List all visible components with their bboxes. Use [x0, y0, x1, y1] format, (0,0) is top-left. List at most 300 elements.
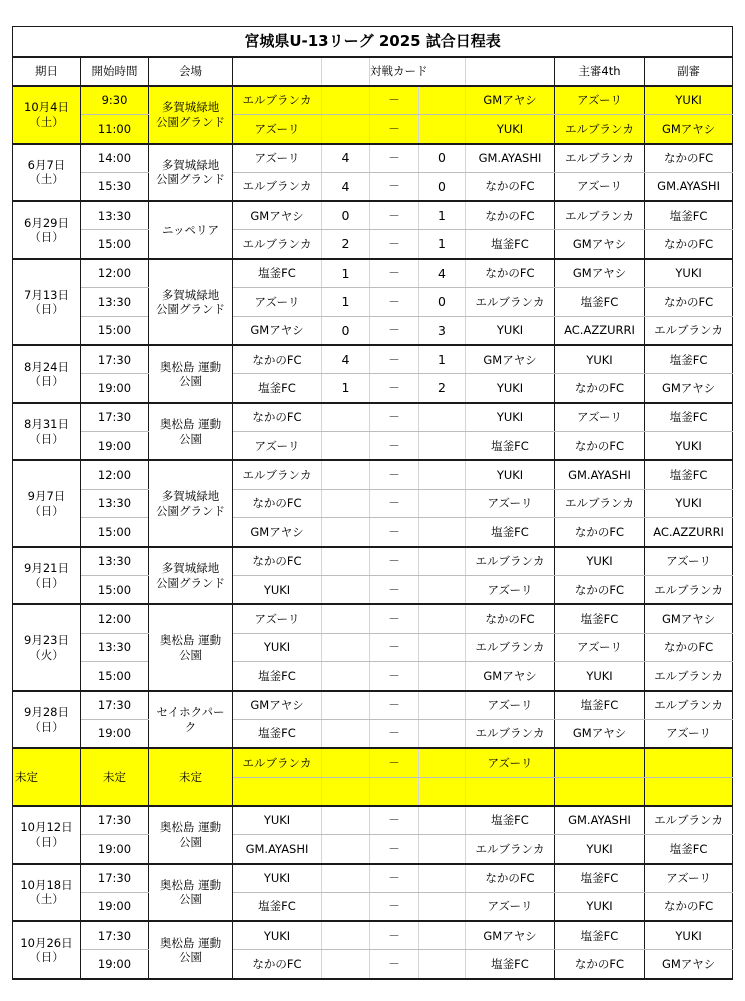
venue-line: 公園グランド — [156, 114, 225, 129]
home-team: アズーリ — [233, 115, 322, 144]
referee-team: なかのFC — [555, 432, 645, 461]
match-date — [13, 691, 81, 749]
date-text: 10月12日 — [20, 820, 73, 835]
venue-name — [149, 547, 233, 605]
date-text: 10月4日 — [24, 100, 69, 115]
away-team: YUKI — [466, 460, 555, 489]
assistant-team: GMアヤシ — [645, 115, 733, 144]
referee-team: YUKI — [555, 662, 645, 691]
referee-team: YUKI — [555, 345, 645, 374]
assistant-team: YUKI — [645, 86, 733, 115]
away-score — [419, 633, 466, 662]
venue-name — [149, 691, 233, 749]
start-time: 13:30 — [81, 288, 149, 317]
weekday-text: （日） — [29, 834, 64, 849]
header-card: 対戦カード — [370, 57, 466, 86]
venue-line: 公園 — [179, 892, 202, 907]
referee-team: なかのFC — [555, 576, 645, 605]
venue-name — [149, 460, 233, 546]
score-dash: － — [370, 86, 419, 115]
assistant-team: GMアヤシ — [645, 374, 733, 403]
home-team: エルブランカ — [233, 230, 322, 259]
away-score: 0 — [419, 172, 466, 201]
assistant-team: 塩釜FC — [645, 403, 733, 432]
away-team: GMアヤシ — [466, 345, 555, 374]
score-dash — [370, 777, 419, 806]
venue-name — [149, 144, 233, 202]
away-score — [419, 835, 466, 864]
match-date — [13, 201, 81, 259]
match-date — [13, 547, 81, 605]
referee-team: 塩釜FC — [555, 604, 645, 633]
header-card-spacer — [322, 57, 370, 86]
away-score — [419, 604, 466, 633]
start-time: 13:30 — [81, 201, 149, 230]
venue-name — [149, 403, 233, 461]
venue-line: 公園 — [179, 431, 202, 446]
start-time: 14:00 — [81, 144, 149, 173]
match-row — [13, 547, 733, 576]
referee-team: YUKI — [555, 835, 645, 864]
header-referee: 主審4th — [555, 57, 645, 86]
home-score — [322, 921, 370, 950]
match-row — [13, 403, 733, 432]
referee-team: GMアヤシ — [555, 230, 645, 259]
score-dash: － — [370, 259, 419, 288]
home-score: 1 — [322, 374, 370, 403]
away-team: GM.AYASHI — [466, 144, 555, 173]
start-time: 15:30 — [81, 172, 149, 201]
away-team: エルブランカ — [466, 720, 555, 749]
home-team: アズーリ — [233, 604, 322, 633]
away-score — [419, 115, 466, 144]
home-score: 0 — [322, 316, 370, 345]
away-team: GMアヤシ — [466, 662, 555, 691]
referee-team: なかのFC — [555, 518, 645, 547]
away-score: 0 — [419, 288, 466, 317]
referee-team: なかのFC — [555, 374, 645, 403]
start-time: 19:00 — [81, 720, 149, 749]
assistant-team: エルブランカ — [645, 662, 733, 691]
score-dash: － — [370, 691, 419, 720]
assistant-team: AC.AZZURRI — [645, 518, 733, 547]
away-score — [419, 720, 466, 749]
away-team: なかのFC — [466, 604, 555, 633]
start-time: 19:00 — [81, 950, 149, 979]
away-team: エルブランカ — [466, 288, 555, 317]
referee-team: エルブランカ — [555, 144, 645, 173]
away-team: 塩釜FC — [466, 806, 555, 835]
match-row — [13, 288, 733, 317]
date-text: 10月18日 — [20, 877, 73, 892]
venue-line: 公園グランド — [156, 503, 225, 518]
assistant-team: 塩釜FC — [645, 835, 733, 864]
home-score — [322, 662, 370, 691]
away-team: なかのFC — [466, 201, 555, 230]
away-team: なかのFC — [466, 864, 555, 893]
venue-line: 公園グランド — [156, 575, 225, 590]
away-team: アズーリ — [466, 576, 555, 605]
home-score — [322, 950, 370, 979]
away-score — [419, 460, 466, 489]
home-score — [322, 748, 370, 777]
away-score — [419, 892, 466, 921]
start-time: 15:00 — [81, 662, 149, 691]
home-team: YUKI — [233, 633, 322, 662]
score-dash: － — [370, 604, 419, 633]
assistant-team — [645, 748, 733, 777]
start-time: 17:30 — [81, 864, 149, 893]
away-score — [419, 777, 466, 806]
schedule-table — [12, 26, 733, 980]
home-score: 0 — [322, 201, 370, 230]
match-row — [13, 950, 733, 979]
referee-team: エルブランカ — [555, 115, 645, 144]
score-dash: － — [370, 720, 419, 749]
venue-line: 多賀城緑地 — [161, 100, 220, 115]
venue-line: 奥松島 運動 — [159, 417, 222, 432]
home-score — [322, 864, 370, 893]
home-score — [322, 892, 370, 921]
away-team: YUKI — [466, 374, 555, 403]
away-team: エルブランカ — [466, 835, 555, 864]
header-venue: 会場 — [149, 57, 233, 86]
referee-team: GM.AYASHI — [555, 460, 645, 489]
away-team: なかのFC — [466, 172, 555, 201]
venue-line: 奥松島 運動 — [159, 633, 222, 648]
header-card-away — [466, 57, 555, 86]
date-text: 8月31日 — [24, 417, 69, 432]
score-dash: － — [370, 460, 419, 489]
match-row — [13, 489, 733, 518]
match-row — [13, 345, 733, 374]
match-row — [13, 806, 733, 835]
match-row — [13, 720, 733, 749]
match-row — [13, 201, 733, 230]
home-score: 2 — [322, 230, 370, 259]
home-team: 塩釜FC — [233, 892, 322, 921]
away-team: エルブランカ — [466, 547, 555, 576]
start-time: 15:00 — [81, 316, 149, 345]
score-dash: － — [370, 489, 419, 518]
venue-name — [149, 259, 233, 345]
home-team: 塩釜FC — [233, 374, 322, 403]
start-time: 13:30 — [81, 633, 149, 662]
match-row — [13, 662, 733, 691]
score-dash: － — [370, 374, 419, 403]
assistant-team: なかのFC — [645, 892, 733, 921]
home-team: エルブランカ — [233, 86, 322, 115]
home-score — [322, 777, 370, 806]
home-team: YUKI — [233, 864, 322, 893]
assistant-team: エルブランカ — [645, 576, 733, 605]
home-team: YUKI — [233, 576, 322, 605]
home-team: 塩釜FC — [233, 662, 322, 691]
home-team: なかのFC — [233, 950, 322, 979]
assistant-team: YUKI — [645, 489, 733, 518]
home-team: アズーリ — [233, 288, 322, 317]
away-team: YUKI — [466, 316, 555, 345]
assistant-team: GMアヤシ — [645, 950, 733, 979]
match-row — [13, 230, 733, 259]
weekday-text: （土） — [29, 172, 64, 187]
match-date — [13, 259, 81, 345]
home-score — [322, 691, 370, 720]
match-row — [13, 259, 733, 288]
away-score — [419, 921, 466, 950]
home-score — [322, 489, 370, 518]
match-date — [13, 144, 81, 202]
away-team: なかのFC — [466, 259, 555, 288]
venue-name — [149, 921, 233, 979]
venue-name — [149, 201, 233, 259]
referee-team: GMアヤシ — [555, 720, 645, 749]
match-row — [13, 892, 733, 921]
home-score — [322, 432, 370, 461]
venue-line: 公園 — [179, 373, 202, 388]
match-date — [13, 345, 81, 403]
venue-line: セイホクパー — [156, 705, 225, 720]
assistant-team: なかのFC — [645, 633, 733, 662]
match-row — [13, 921, 733, 950]
venue-line: 公園グランド — [156, 301, 225, 316]
score-dash: － — [370, 864, 419, 893]
start-time: 17:30 — [81, 403, 149, 432]
away-team: アズーリ — [466, 489, 555, 518]
referee-team — [555, 748, 645, 777]
weekday-text: （日） — [29, 431, 64, 446]
header-card-home — [233, 57, 322, 86]
venue-line: ク — [184, 719, 197, 734]
home-team: GMアヤシ — [233, 201, 322, 230]
referee-team: GMアヤシ — [555, 259, 645, 288]
home-score — [322, 115, 370, 144]
home-score: 1 — [322, 259, 370, 288]
score-dash: － — [370, 576, 419, 605]
start-time: 17:30 — [81, 806, 149, 835]
referee-team: GM.AYASHI — [555, 806, 645, 835]
referee-team: アズーリ — [555, 86, 645, 115]
start-time: 17:30 — [81, 345, 149, 374]
score-dash: － — [370, 144, 419, 173]
start-time: 15:00 — [81, 576, 149, 605]
match-row — [13, 576, 733, 605]
score-dash: － — [370, 835, 419, 864]
assistant-team: GMアヤシ — [645, 604, 733, 633]
start-time: 12:00 — [81, 460, 149, 489]
start-time: 12:00 — [81, 259, 149, 288]
referee-team: 塩釜FC — [555, 921, 645, 950]
venue-line: 奥松島 運動 — [159, 359, 222, 374]
home-team: GMアヤシ — [233, 691, 322, 720]
start-time: 17:30 — [81, 921, 149, 950]
start-time: 13:30 — [81, 489, 149, 518]
start-time: 19:00 — [81, 892, 149, 921]
referee-team: YUKI — [555, 547, 645, 576]
score-dash: － — [370, 518, 419, 547]
away-team: 塩釜FC — [466, 432, 555, 461]
venue-line: 公園 — [179, 834, 202, 849]
away-team: エルブランカ — [466, 633, 555, 662]
referee-team: 塩釜FC — [555, 864, 645, 893]
away-team: アズーリ — [466, 748, 555, 777]
start-time: 未定 — [81, 748, 149, 806]
score-dash: － — [370, 230, 419, 259]
score-dash: － — [370, 316, 419, 345]
score-dash: － — [370, 288, 419, 317]
home-team: なかのFC — [233, 547, 322, 576]
venue-name — [149, 86, 233, 144]
match-date — [13, 604, 81, 690]
venue-name — [149, 604, 233, 690]
date-text: 9月7日 — [27, 489, 66, 504]
venue-name — [149, 864, 233, 922]
start-time: 19:00 — [81, 835, 149, 864]
away-score: 1 — [419, 345, 466, 374]
score-dash: － — [370, 432, 419, 461]
match-row — [13, 460, 733, 489]
match-row — [13, 633, 733, 662]
assistant-team: YUKI — [645, 259, 733, 288]
referee-team: YUKI — [555, 892, 645, 921]
start-time: 12:00 — [81, 604, 149, 633]
header-row — [13, 57, 733, 86]
home-team: アズーリ — [233, 432, 322, 461]
start-time: 13:30 — [81, 547, 149, 576]
home-score: 4 — [322, 144, 370, 173]
date-text: 9月21日 — [24, 561, 69, 576]
referee-team: アズーリ — [555, 403, 645, 432]
assistant-team: 塩釜FC — [645, 345, 733, 374]
venue-line: 奥松島 運動 — [159, 877, 222, 892]
venue-name — [149, 806, 233, 864]
home-score: 4 — [322, 172, 370, 201]
referee-team: アズーリ — [555, 172, 645, 201]
match-date — [13, 921, 81, 979]
start-time: 9:30 — [81, 86, 149, 115]
away-score: 0 — [419, 144, 466, 173]
away-score — [419, 748, 466, 777]
home-score — [322, 547, 370, 576]
home-team: 塩釜FC — [233, 259, 322, 288]
assistant-team: エルブランカ — [645, 316, 733, 345]
match-date — [13, 460, 81, 546]
home-score — [322, 806, 370, 835]
home-score — [322, 518, 370, 547]
venue-line: 多賀城緑地 — [161, 489, 220, 504]
home-team: エルブランカ — [233, 172, 322, 201]
match-row — [13, 86, 733, 115]
away-team: 塩釜FC — [466, 518, 555, 547]
score-dash: － — [370, 662, 419, 691]
match-date — [13, 403, 81, 461]
weekday-text: （火） — [29, 647, 64, 662]
home-team: YUKI — [233, 806, 322, 835]
match-row — [13, 691, 733, 720]
start-time: 17:30 — [81, 691, 149, 720]
home-team: なかのFC — [233, 403, 322, 432]
score-dash: － — [370, 633, 419, 662]
home-score — [322, 86, 370, 115]
date-text: 未定 — [15, 769, 38, 784]
home-team: なかのFC — [233, 489, 322, 518]
referee-team: 塩釜FC — [555, 691, 645, 720]
start-time: 19:00 — [81, 432, 149, 461]
weekday-text: （日） — [29, 373, 64, 388]
away-team: YUKI — [466, 403, 555, 432]
assistant-team: エルブランカ — [645, 806, 733, 835]
date-text: 8月24日 — [24, 359, 69, 374]
assistant-team: アズーリ — [645, 547, 733, 576]
header-assistant: 副審 — [645, 57, 733, 86]
match-row — [13, 748, 733, 777]
start-time: 11:00 — [81, 115, 149, 144]
venue-line: 奥松島 運動 — [159, 935, 222, 950]
away-score: 1 — [419, 230, 466, 259]
home-score — [322, 633, 370, 662]
date-text: 7月13日 — [24, 287, 69, 302]
away-score — [419, 489, 466, 518]
weekday-text: （日） — [29, 229, 64, 244]
assistant-team: アズーリ — [645, 720, 733, 749]
date-text: 9月28日 — [24, 705, 69, 720]
away-score — [419, 864, 466, 893]
home-team: GM.AYASHI — [233, 835, 322, 864]
home-score — [322, 604, 370, 633]
date-text: 9月23日 — [24, 633, 69, 648]
score-dash: － — [370, 921, 419, 950]
page-title: 宮城県U-13リーグ 2025 試合日程表 — [13, 27, 733, 58]
match-date — [13, 864, 81, 922]
away-score: 2 — [419, 374, 466, 403]
referee-team: AC.AZZURRI — [555, 316, 645, 345]
weekday-text: （日） — [29, 949, 64, 964]
home-team: アズーリ — [233, 144, 322, 173]
home-team: 塩釜FC — [233, 720, 322, 749]
score-dash: － — [370, 892, 419, 921]
match-row — [13, 432, 733, 461]
venue-name — [149, 345, 233, 403]
away-team: GMアヤシ — [466, 921, 555, 950]
home-team — [233, 777, 322, 806]
assistant-team: エルブランカ — [645, 691, 733, 720]
venue-line: 多賀城緑地 — [161, 158, 220, 173]
score-dash: － — [370, 172, 419, 201]
assistant-team: GM.AYASHI — [645, 172, 733, 201]
away-team: YUKI — [466, 115, 555, 144]
referee-team — [555, 777, 645, 806]
home-score: 1 — [322, 288, 370, 317]
away-team — [466, 777, 555, 806]
header-time: 開始時間 — [81, 57, 149, 86]
match-row — [13, 144, 733, 173]
away-score — [419, 576, 466, 605]
start-time: 15:00 — [81, 230, 149, 259]
home-team: エルブランカ — [233, 460, 322, 489]
away-score — [419, 691, 466, 720]
home-team: YUKI — [233, 921, 322, 950]
away-team: GMアヤシ — [466, 86, 555, 115]
match-row — [13, 604, 733, 633]
home-score — [322, 460, 370, 489]
away-score — [419, 86, 466, 115]
home-score — [322, 576, 370, 605]
assistant-team: 塩釜FC — [645, 460, 733, 489]
venue-line: 公園 — [179, 647, 202, 662]
home-team: エルブランカ — [233, 748, 322, 777]
weekday-text: （日） — [29, 719, 64, 734]
assistant-team: YUKI — [645, 432, 733, 461]
